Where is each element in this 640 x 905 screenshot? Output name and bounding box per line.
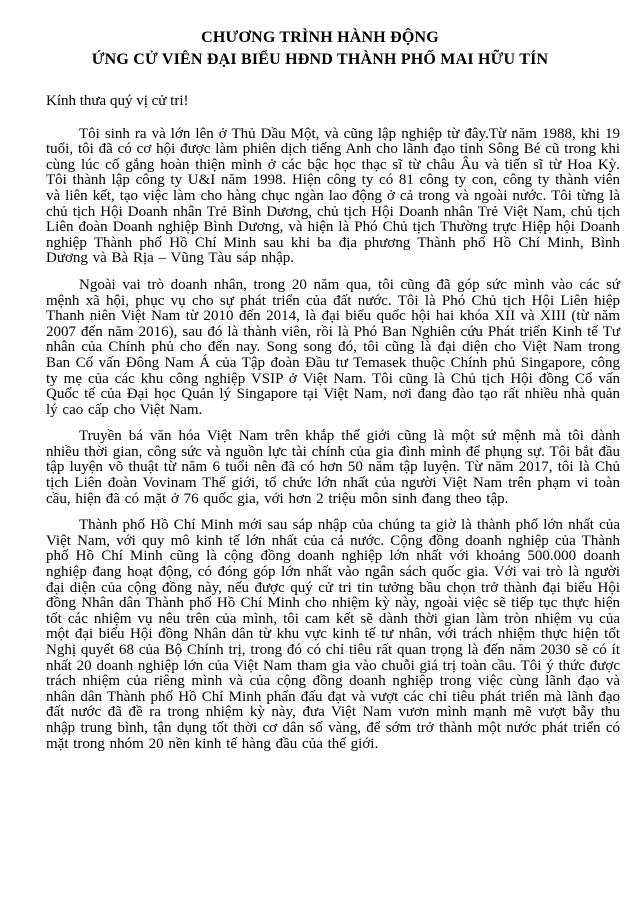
salutation: Kính thưa quý vị cử tri! [46,93,189,109]
paragraph-social-roles: Ngoài vai trò doanh nhân, trong 20 năm qua, tôi cũng đã góp sức mình vào các sứ mệnh xã hội, phục vụ cho sự phát triển của đất nước. Tôi là Phó Chủ tịch Hội Liên hiệp Thanh niên Việt Nam từ 2010 đến 2014, là đại biểu quốc hội hai khóa XII và XIII (từ năm 2007 đến năm 2016), sau đó là thành viên, rồi là Phó Ban Nghiên cứu Phát triển Kinh tế Tư nhân của Chính phủ cho đến nay. Song song đó, tôi cũng là đại diện cho Việt Nam trong Ban Cố vấn Đông Nam Á của Tập đoàn Đầu tư Temasek thuộc Chính phủ Singapore, công ty mẹ của các khu công nghiệp VSIP ở Việt Nam. Tôi cũng là Chủ tịch Hội đồng Cố vấn Quốc tế của Đại học Quản lý Singapore tại Việt Nam, nơi đang đào tạo rất nhiều nhà quản lý cao cấp cho Việt Nam. [46,276,620,418]
paragraph-biography: Tôi sinh ra và lớn lên ở Thủ Dầu Một, và cũng lập nghiệp từ đây.Từ năm 1988, khi 19 tuổi, tôi đã có cơ hội được làm phiên dịch tiếng Anh cho lãnh đạo tỉnh Sông Bé cũ trong khi cùng lúc cố gắng hoàn thiện mình ở các bậc học thạc sĩ từ châu Âu và tiến sĩ từ Hoa Kỳ. Tôi thành lập công ty U&I năm 1998. Hiện công ty có 81 công ty con, công ty thành viên và liên kết, tạo việc làm cho hàng chục ngàn lao động ở cả trong và ngoài nước. Tôi từng là chủ tịch Hội Doanh nhân Trẻ Bình Dương, chủ tịch Hội Doanh nhân Trẻ Việt Nam, chủ tịch Liên đoàn Doanh nghiệp Bình Dương, và hiện là Phó Chủ tịch Thường trực Hiệp hội Doanh nghiệp Thành phố Hồ Chí Minh sau khi ba địa phương Thành phố Hồ Chí Minh, Bình Dương và Bà Rịa – Vũng Tàu sáp nhập. [46,125,620,267]
document-title-line2: ỨNG CỬ VIÊN ĐẠI BIỂU HĐND THÀNH PHỐ MAI HỮU TÍN [91,50,549,68]
document-title-block [0,0,640,70]
paragraph-commitments: Thành phố Hồ Chí Minh mới sau sáp nhập của chúng ta giờ là thành phố lớn nhất của Việt Nam, với quy mô kinh tế lớn nhất của cả nước. Cộng đồng doanh nghiệp của Thành phố Hồ Chí Minh cũng là cộng đồng doanh nghiệp lớn nhất với khoảng 500.000 doanh nghiệp đang hoạt động, có đóng góp lớn nhất vào ngân sách quốc gia. Với vai trò là người đại diện của cộng đồng này, nếu được quý cử tri tin tưởng bầu chọn trở thành đại biểu Hội đồng Nhân dân Thành phố Hồ Chí Minh cho nhiệm kỳ này, ngoài việc sẽ tiếp tục thực hiện tốt các nhiệm vụ nêu trên của mình, tôi cam kết sẽ dành thời gian làm tròn nhiệm vụ của một đại biểu Hội đồng Nhân dân từ khu vực kinh tế tư nhân, với trách nhiệm thực hiện tốt Nghị quyết 68 của Bộ Chính trị, trong đó có chỉ tiêu rất quan trọng là đến năm 2030 sẽ có ít nhất 20 doanh nghiệp lớn của Việt Nam tham gia vào chuỗi giá trị toàn cầu. Tôi ý thức được trách nhiệm của riêng mình và của cộng đồng doanh nghiệp trong việc cùng lãnh đạo và nhân dân Thành phố Hồ Chí Minh phấn đấu đạt và vượt các chỉ tiêu phát triển mà lãnh đạo đất nước đã đề ra trong nhiệm kỳ này, đưa Việt Nam vươn mình mạnh mẽ vượt bẫy thu nhập trung bình, tận dụng tốt thời cơ dân số vàng, để sớm trở thành một nước phát triển có mặt trong nhóm 20 nền kinh tế hàng đầu của thế giới. [46,517,620,752]
paragraph-culture-vovinam: Truyền bá văn hóa Việt Nam trên khắp thế giới cũng là một sứ mệnh mà tôi dành nhiều thời gian, công sức và nguồn lực tài chính của gia đình mình để phụng sự. Tôi bắt đầu tập luyện võ thuật từ năm 6 tuổi nên đã có hơn 50 năm tập luyện. Từ năm 2017, tôi là Chủ tịch Liên đoàn Vovinam Thế giới, tổ chức lớn nhất của người Việt Nam trên phạm vi toàn cầu, hiện đã có mặt ở 76 quốc gia, với hơn 2 triệu môn sinh đang theo tập. [46,428,620,507]
document-body [46,94,620,752]
document-title-line1: CHƯƠNG TRÌNH HÀNH ĐỘNG [201,29,439,46]
